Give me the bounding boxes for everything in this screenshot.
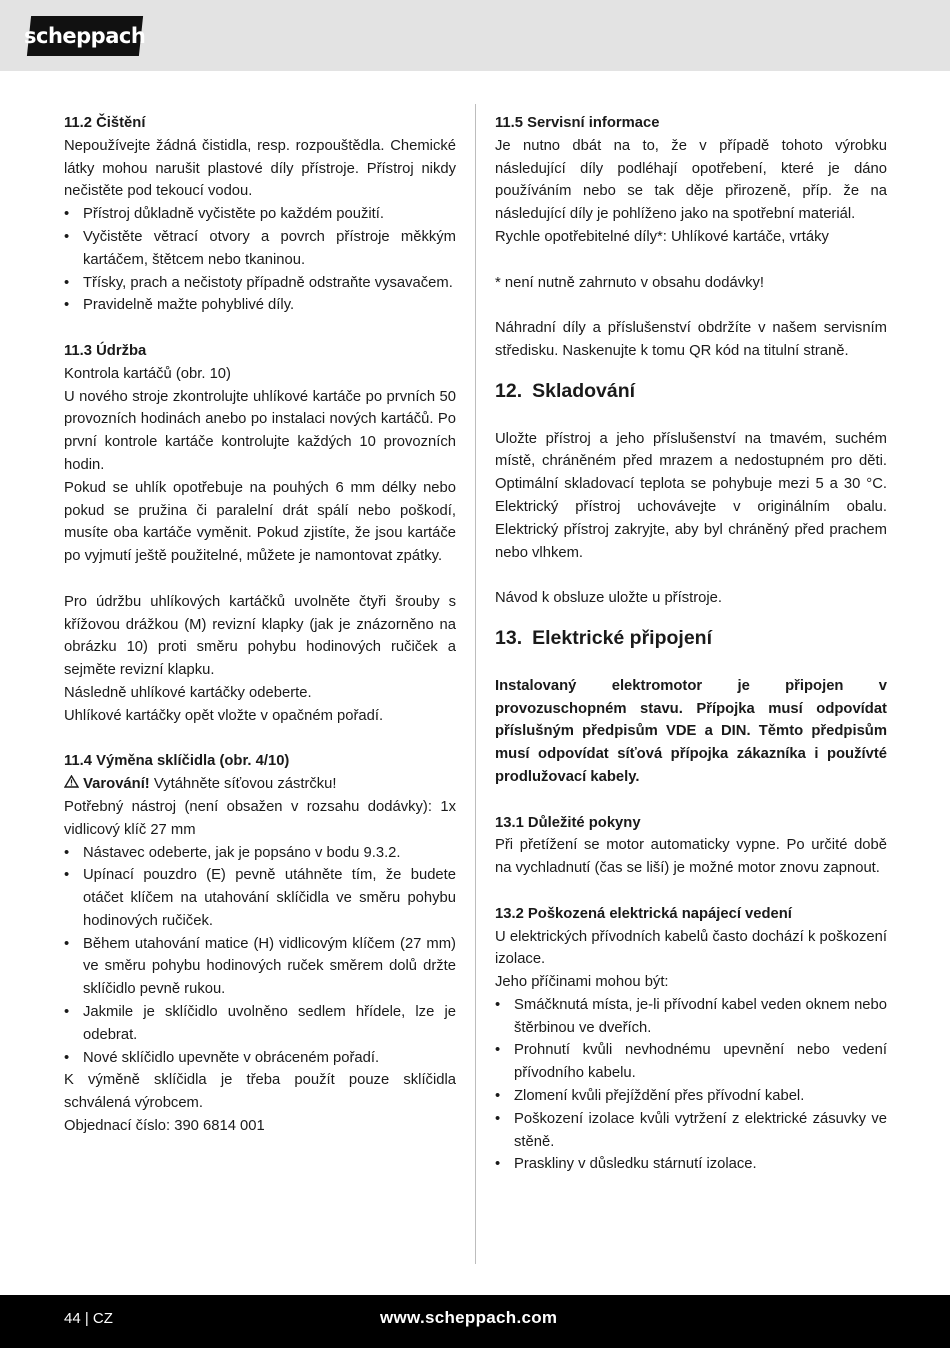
- section-12-heading: 12. Skladování: [495, 379, 636, 402]
- section-11-5-paragraph: Náhradní díly a příslušenství obdržíte v našem servisním středisku. Naskenujte k tomu QR kód na titulní straně.: [495, 320, 887, 359]
- section-11-3-subtitle: Kontrola kartáčů (obr. 10): [64, 365, 231, 382]
- section-11-3-paragraph: U nového stroje zkontrolujte uhlíkové kartáče po prvních 50 provozních hodinách anebo po instalaci nových kartáčů. Po první kontrole kartáče kontrolujte každých 10 provozních hodin.: [64, 388, 456, 473]
- list-item: • Prohnutí kvůli nevhodnému upevnění nebo vedení přívodního kabelu.: [495, 1039, 887, 1085]
- section-13-2-title: 13.2 Poškozená elektrická napájecí vedení: [495, 905, 792, 922]
- list-item: • Pravidelně mažte pohyblivé díly.: [64, 294, 456, 317]
- section-11-4-title: 11.4 Výměna sklíčidla (obr. 4/10): [64, 753, 290, 770]
- section-12-paragraph: Uložte přístroj a jeho příslušenství na tmavém, suchém místě, chráněném před mrazem a nedostupném pro děti. Optimální skladovací teplota se pohybuje mezi 5 a 30 °C. Elektrický přístroj uchovávejte v originálním obalu. Elektrický přístroj zakryjte, aby byl chráněný před prachem nebo vlhkem.: [495, 430, 887, 561]
- section-11-2-title: 11.2 Čištění: [64, 115, 146, 131]
- list-item: • Praskliny v důsledku stárnutí izolace.: [495, 1153, 887, 1176]
- section-11-3-paragraph: Pokud se uhlík opotřebuje na pouhých 6 mm délky nebo pokud se pružina či paralelní drát spálí nebo poškodí, musíte oba kartáče vyměnit. Pokud zjistíte, že jsou kartáče po vyjmutí ještě použitelné, můžete je namontovat zpátky.: [64, 479, 456, 565]
- list-item: • Přístroj důkladně vyčistěte po každém použití.: [64, 203, 456, 226]
- section-13-1-paragraph: Při přetížení se motor automaticky vypne. Po určité době na vychladnutí (čas se liší) je možné motor znovu zapnout.: [495, 837, 887, 877]
- page-number: 44 | CZ: [64, 1310, 113, 1327]
- page-header: [0, 0, 950, 71]
- page-footer: [0, 1295, 950, 1348]
- section-11-5-title: 11.5 Servisní informace: [495, 115, 660, 131]
- warning-label: Varování!: [83, 776, 150, 793]
- order-number: Objednací číslo: 390 6814 001: [64, 1118, 265, 1135]
- warning-triangle-icon: [64, 773, 79, 796]
- section-13-2-paragraph: Jeho příčinami mohou být:: [495, 974, 669, 991]
- list-item: • Smáčknutá místa, je-li přívodní kabel veden oknem nebo štěrbinou ve dveřích.: [495, 994, 887, 1040]
- right-column: [495, 112, 887, 1176]
- section-11-3-paragraph: Uhlíkové kartáčky opět vložte v opačném pořadí.: [64, 707, 384, 724]
- list-item: • Nové sklíčidlo upevněte v obráceném pořadí.: [64, 1047, 456, 1070]
- section-11-3-title: 11.3 Údržba: [64, 342, 147, 359]
- list-item: • Upínací pouzdro (E) pevně utáhněte tím, že budete otáčet klíčem na utahování sklíčidla ve směru pohybu hodinových ručiček.: [64, 864, 456, 932]
- section-13-2-paragraph: U elektrických přívodních kabelů často dochází k poškození izolace.: [495, 928, 887, 968]
- section-13-1-title: 13.1 Důležité pokyny: [495, 814, 641, 831]
- warning-line: [64, 773, 456, 796]
- list-item: • Jakmile je sklíčidlo uvolněno sedlem hřídele, lze je odebrat.: [64, 1001, 456, 1047]
- list-item: • Během utahování matice (H) vidlicovým klíčem (27 mm) ve směru pohybu hodinových ruček směrem dolů držte sklíčidlo pevně rukou.: [64, 933, 456, 1001]
- section-11-4-paragraph: K výměně sklíčidla je třeba použít pouze sklíčidla schválená výrobcem.: [64, 1072, 456, 1112]
- section-12-paragraph: Návod k obsluze uložte u přístroje.: [495, 590, 723, 607]
- column-divider: [475, 104, 476, 1264]
- section-11-2-intro: Nepoužívejte žádná čistidla, resp. rozpouštědla. Chemické látky mohou narušit plastové díly přístroje. Přístroj nikdy nečistěte pod tekoucí vodou.: [64, 137, 456, 200]
- section-13-bold-paragraph: Instalovaný elektromotor je připojen v provozuschopném stavu. Přípojka musí odpovídat příslušným předpisům VDE a DIN. Těmto předpisům musí odpovídat síťová přípojka zákazníka i používté prodlužovací kabely.: [495, 677, 887, 785]
- list-item: • Poškození izolace kvůli vytržení z elektrické zásuvky ve stěně.: [495, 1108, 887, 1154]
- brand-logo: scheppach: [27, 16, 143, 56]
- warning-text: Vytáhněte síťovou zástrčku!: [149, 776, 337, 793]
- list-item: • Zlomení kvůli přejíždění přes přívodní kabel.: [495, 1085, 887, 1108]
- list-item: • Třísky, prach a nečistoty případně odstraňte vysavačem.: [64, 272, 456, 295]
- section-11-5-paragraph: Rychle opotřebitelné díly*: Uhlíkové kartáče, vrtáky: [495, 228, 829, 245]
- footnote: * není nutně zahrnuto v obsahu dodávky!: [495, 274, 765, 291]
- list-item: • Vyčistěte větrací otvory a povrch přístroje měkkým kartáčem, štětcem nebo tkaninou.: [64, 226, 456, 272]
- section-11-3-paragraph: Pro údržbu uhlíkových kartáčků uvolněte čtyři šrouby s křížovou drážkou (M) revizní klapky (jak je znázorněno na obrázku 10) proti směru pohybu hodinových ručiček a sejměte revizní klapku.: [64, 593, 456, 679]
- website-url: www.scheppach.com: [380, 1308, 558, 1327]
- list-item: • Nástavec odeberte, jak je popsáno v bodu 9.3.2.: [64, 842, 456, 865]
- section-11-5-paragraph: Je nutno dbát na to, že v případě tohoto výrobku následující díly podléhají opotřebení, které je dáno používáním nebo se tak děje přirozeně, příp. že na následující díly je pohlíženo jako na spotřební materiál.: [495, 137, 887, 223]
- section-11-4-list: [64, 842, 456, 1070]
- section-13-2-list: [495, 994, 887, 1176]
- section-11-2-list: [64, 203, 456, 317]
- section-11-3-paragraph: Následně uhlíkové kartáčky odeberte.: [64, 684, 312, 701]
- left-column: [64, 112, 456, 1138]
- section-13-heading: 13. Elektrické připojení: [495, 626, 713, 649]
- required-tool: Potřebný nástroj (není obsažen v rozsahu dodávky): 1x vidlicový klíč 27 mm: [64, 798, 456, 838]
